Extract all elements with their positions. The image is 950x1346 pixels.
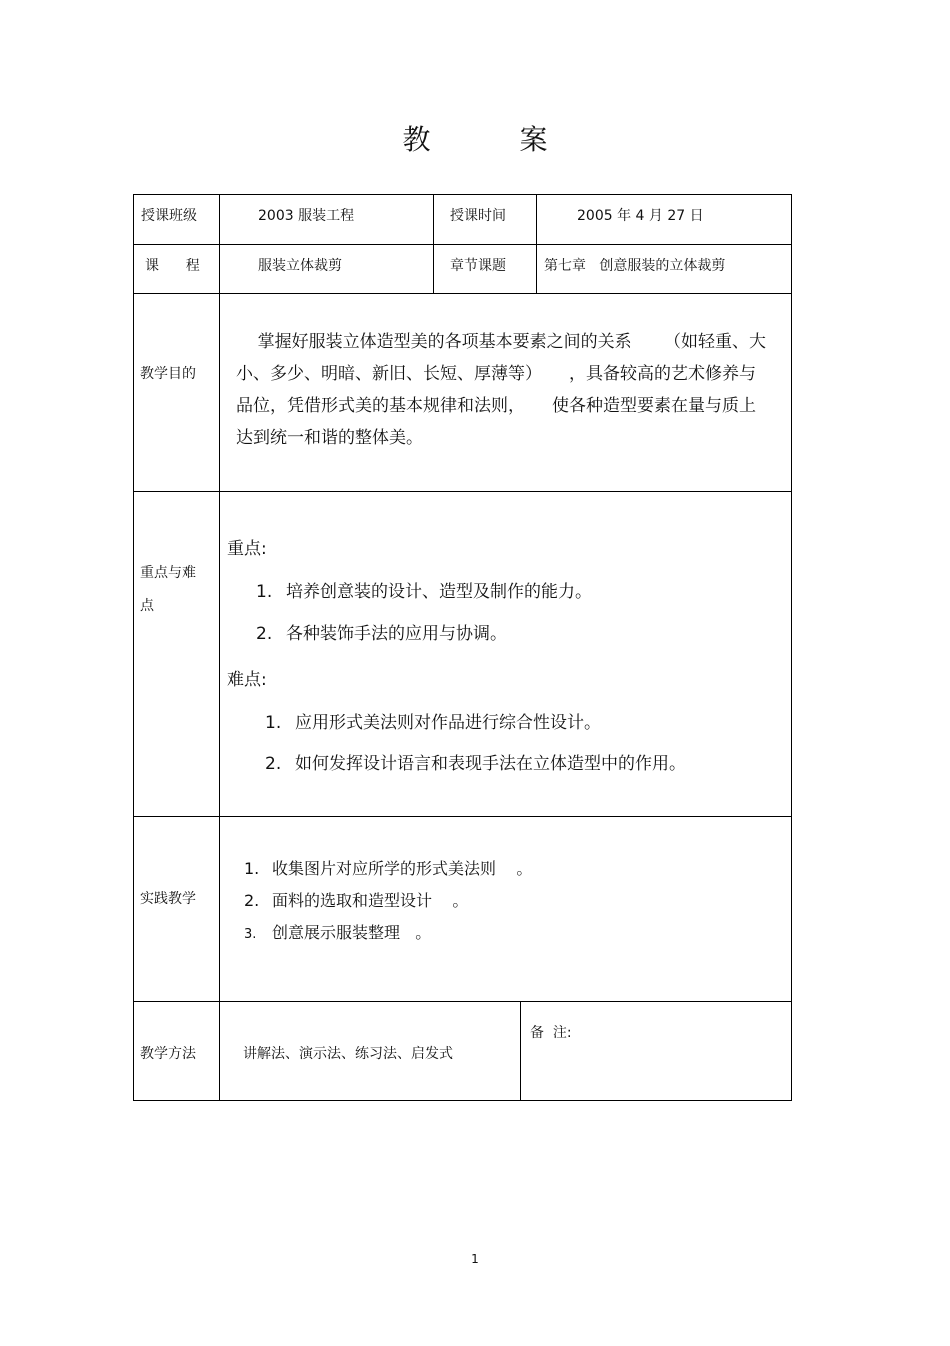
difficult-item-number: 2. — [265, 754, 282, 774]
class-label: 授课班级 — [141, 208, 197, 224]
practice-label: 实践教学 — [140, 891, 196, 907]
difficult-title: 难点: — [227, 670, 267, 690]
page-number: 1 — [471, 1252, 479, 1266]
practice-item-text: 收集图片对应所学的形式美法则 。 — [272, 859, 533, 878]
practice-item — [244, 857, 532, 881]
objective-text — [236, 326, 792, 454]
key-item-number: 2. — [256, 624, 273, 644]
difficult-item-number: 1. — [265, 713, 282, 733]
difficult-item-text: 应用形式美法则对作品进行综合性设计。 — [295, 713, 601, 733]
note-label: 备 注: — [530, 1025, 572, 1041]
method-value: 讲解法、演示法、练习法、启发式 — [243, 1046, 453, 1062]
difficult-item-text: 如何发挥设计语言和表现手法在立体造型中的作用。 — [295, 754, 686, 774]
chapter-value: 第七章 创意服装的立体裁剪 — [544, 258, 726, 274]
practice-item-number: 1. — [244, 859, 260, 878]
difficult-item — [265, 752, 686, 776]
practice-item-number: 2. — [244, 891, 260, 910]
time-label: 授课时间 — [450, 208, 506, 224]
objective-line: 掌握好服装立体造型美的各项基本要素之间的关系 （如轻重、大 — [236, 332, 767, 352]
key-points-label-line2: 点 — [140, 598, 154, 614]
practice-item-number: 3. — [244, 927, 257, 942]
class-value: 2003 服装工程 — [258, 208, 355, 224]
objective-label: 教学目的 — [140, 366, 196, 382]
practice-item-text: 面料的选取和造型设计 。 — [272, 891, 469, 910]
key-title: 重点: — [227, 539, 267, 559]
chapter-label: 章节课题 — [450, 258, 506, 274]
page-title: 教 案 — [402, 123, 588, 156]
key-points-label-line1: 重点与难 — [140, 565, 196, 581]
course-value: 服装立体裁剪 — [258, 258, 342, 274]
practice-item-text: 创意展示服装整理 。 — [272, 923, 432, 942]
key-item-text: 培养创意装的设计、造型及制作的能力。 — [286, 582, 592, 602]
objective-line: 品位，凭借形式美的基本规律和法则， 使各种造型要素在量与质上 — [236, 396, 757, 416]
method-label: 教学方法 — [140, 1046, 196, 1062]
objective-line: 达到统一和谐的整体美。 — [236, 428, 423, 448]
course-label: 课 程 — [145, 258, 200, 274]
key-item — [256, 580, 592, 604]
time-value: 2005 年 4 月 27 日 — [577, 208, 704, 224]
key-item-number: 1. — [256, 582, 273, 602]
difficult-item — [265, 711, 601, 735]
key-item-text: 各种装饰手法的应用与协调。 — [286, 624, 507, 644]
key-item — [256, 622, 507, 646]
practice-item — [244, 921, 431, 947]
objective-line: 小、多少、明暗、新旧、长短、厚薄等） ，具备较高的艺术修养与 — [236, 364, 757, 384]
practice-item — [244, 889, 468, 913]
